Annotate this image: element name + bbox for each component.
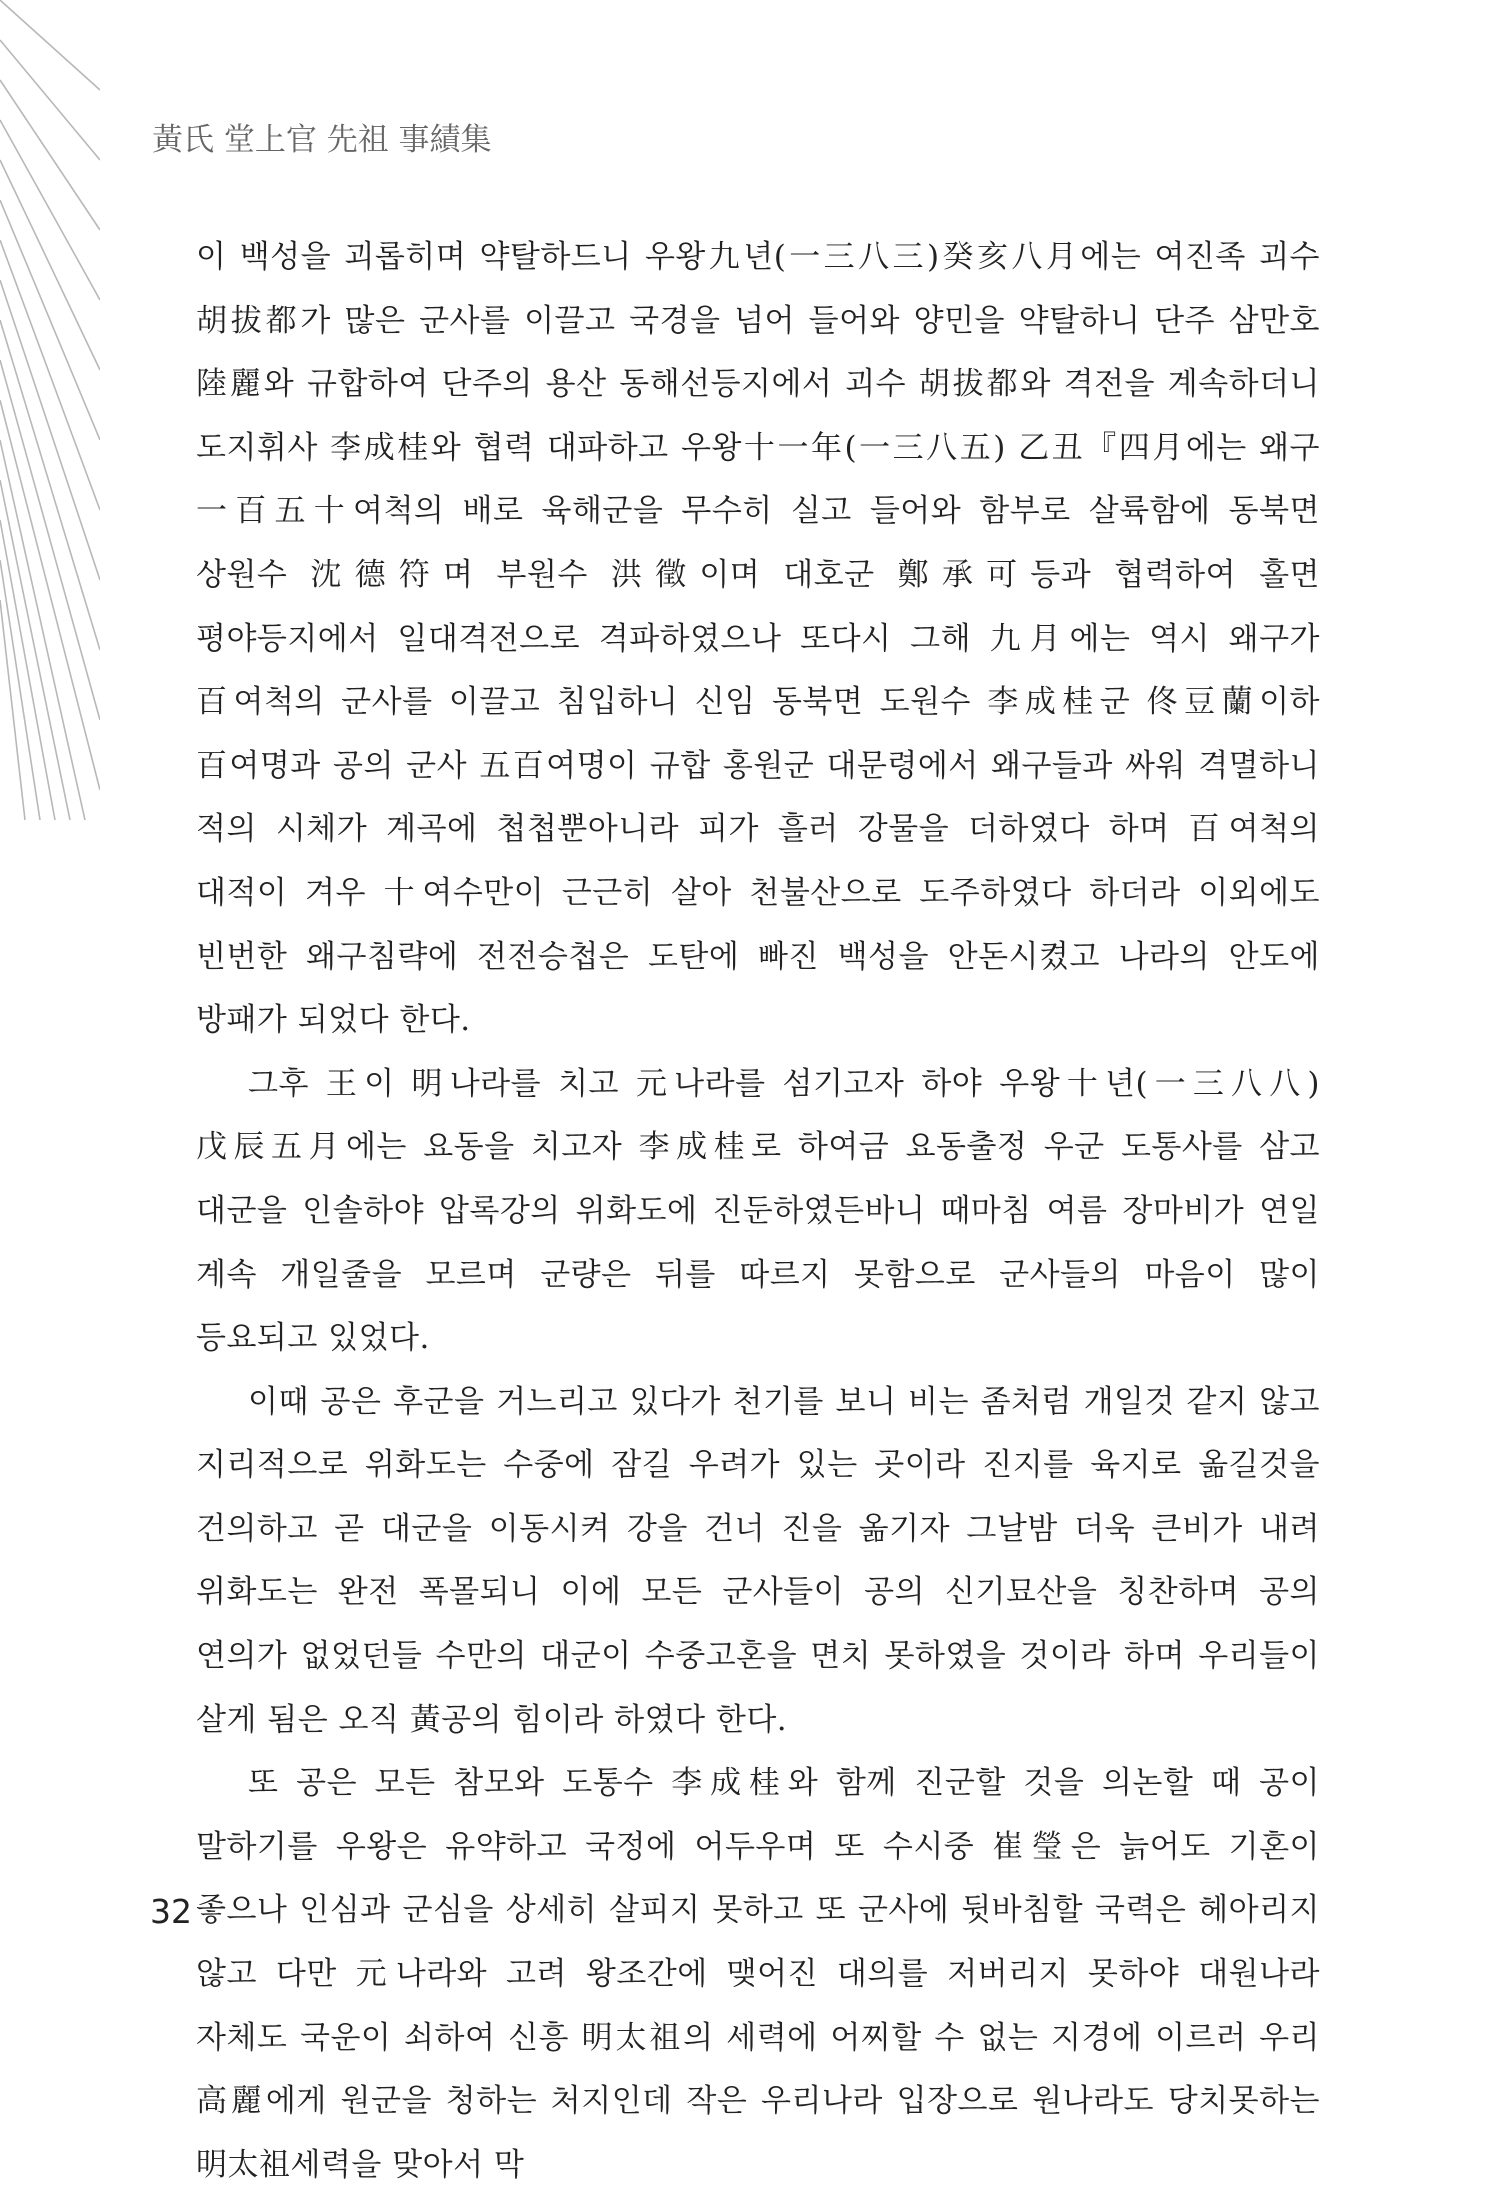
paragraph-3: 이때 공은 후군을 거느리고 있다가 천기를 보니 비는 좀처럼 개일것 같지 않고 지리적으로 위화도는 수중에 잠길 우려가 있는 곳이라 진지를 육지로 옮길것을 건의하고 곧 대군을 이동시켜 강을 건너 진을 옮기자 그날밤 더욱 큰비가 내려 위화도는 완전 폭몰되니 이에 모든 군사들이 공의 신기묘산을 칭찬하며 공의 연의가 없었던들 수만의 대군이 수중고혼을 면치 못하였을 것이라 하며 우리들이 살게 됨은 오직 黃공의 힘이라 하였다 한다. (196, 1383, 1320, 1738)
diagonal-stripes-decoration (0, 0, 100, 820)
running-header: 黃氏 堂上官 先祖 事績集 (152, 122, 492, 158)
paragraph-1: 이 백성을 괴롭히며 약탈하드니 우왕九년(一三八三)癸亥八月에는 여진족 괴수 胡拔都가 많은 군사를 이끌고 국경을 넘어 들어와 양민을 약탈하니 단주 삼만호 陸麗와 규합하여 단주의 용산 동해선등지에서 괴수 胡拔都와 격전을 계속하더니 도지휘사 李成桂와 협력 대파하고 우왕十一年(一三八五) 乙丑『四月에는 왜구 一百五十여척의 배로 육해군을 무수히 실고 들어와 함부로 살륙함에 동북면 상원수 沈德符며 부원수 洪徵이며 대호군 鄭承可등과 협력하여 홀면 평야등지에서 일대격전으로 격파하였으나 또다시 그해 九月에는 역시 왜구가 百여척의 군사를 이끌고 침입하니 신임 동북면 도원수 李成桂군 佟豆蘭이하 百여명과 공의 군사 五百여명이 규합 홍원군 대문령에서 왜구들과 싸워 격멸하니 적의 시체가 계곡에 첩첩뿐아니라 피가 흘러 강물을 더하였다 하며 百여척의 대적이 겨우 十여수만이 근근히 살아 천불산으로 도주하였다 하더라 이외에도 빈번한 왜구침략에 전전승첩은 도탄에 빠진 백성을 안돈시켰고 나라의 안도에 방패가 되었다 한다. (196, 239, 1320, 1039)
page-number: 32 (150, 1892, 192, 1931)
body-text (196, 226, 1320, 2197)
paragraph-2: 그후 王이 明나라를 치고 元나라를 섬기고자 하야 우왕十년(一三八八)戊辰五月에는 요동을 치고자 李成桂로 하여금 요동출정 우군 도통사를 삼고 대군을 인솔하야 압록강의 위화도에 진둔하였든바니 때마침 여름 장마비가 연일 계속 개일줄을 모르며 군량은 뒤를 따르지 못함으로 군사들의 마음이 많이 등요되고 있었다. (196, 1065, 1320, 1357)
paragraph-4: 또 공은 모든 참모와 도통수 李成桂와 함께 진군할 것을 의논할 때 공이 말하기를 우왕은 유약하고 국정에 어두우며 또 수시중 崔瑩은 늙어도 기혼이 좋으나 인심과 군심을 상세히 살피지 못하고 또 군사에 뒷바침할 국력은 헤아리지 않고 다만 元나라와 고려 왕조간에 맺어진 대의를 저버리지 못하야 대원나라 자체도 국운이 쇠하여 신흥 明太祖의 세력에 어찌할 수 없는 지경에 이르러 우리 高麗에게 원군을 청하는 처지인데 작은 우리나라 입장으로 원나라도 당치못하는 明太祖세력을 맞아서 막 (196, 1765, 1320, 2183)
